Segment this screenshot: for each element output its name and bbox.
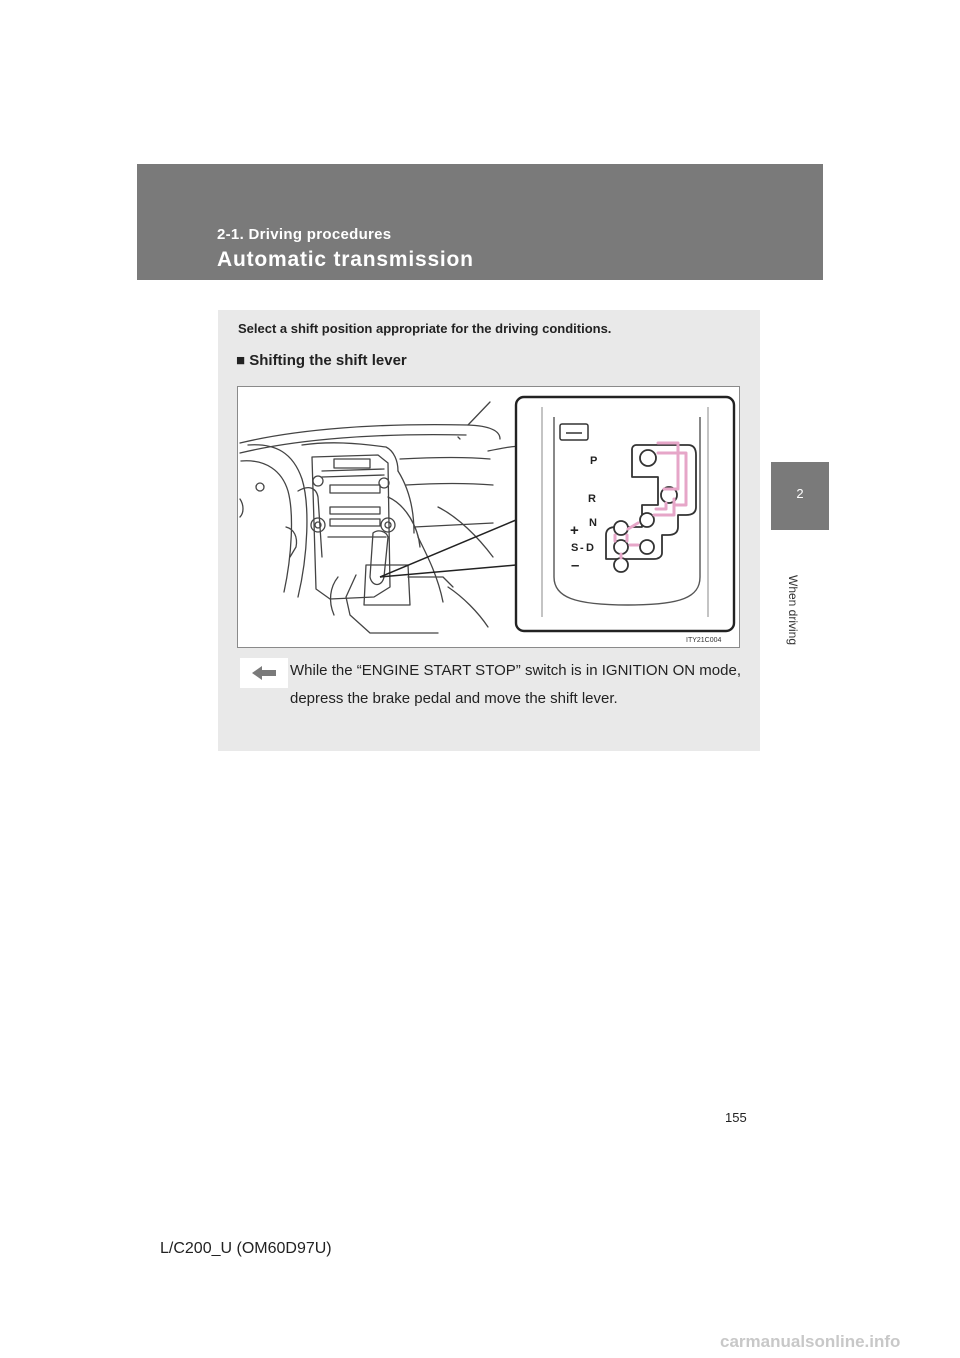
gate-label-n: N [589,517,597,529]
chapter-tab-label: When driving [786,575,800,646]
step-arrow-box [240,658,288,688]
dashboard-drawing [240,402,528,633]
gate-label-dash: - [580,542,584,554]
section-header [137,164,823,280]
subheading: ■ Shifting the shift lever [236,352,407,369]
chapter-tab [771,462,829,530]
document-code: L/C200_U (OM60D97U) [160,1240,332,1257]
illustration-code: ITY21C004 [686,637,722,644]
content-box [218,310,760,751]
gate-label-plus: + [570,522,579,539]
chapter-number: 2 [796,486,804,501]
left-arrow-icon [240,658,288,688]
page-number: 155 [725,1110,747,1125]
gate-label-minus: – [571,557,580,574]
step-text: While the “ENGINE START STOP” switch is in IGNITION ON mode, depress the brake pedal and move the shift lever. [290,662,741,707]
gate-label-s: S [571,542,579,554]
page-title: Automatic transmission [217,248,474,271]
intro-text: Select a shift position appropriate for the driving conditions. [238,321,612,336]
watermark: carmanualsonline.info [720,1332,901,1351]
gate-label-p: P [590,455,598,467]
gate-label-r: R [588,493,596,505]
callout-lines [380,520,516,577]
section-label: 2-1. Driving procedures [217,226,392,243]
illustration-svg [238,387,739,647]
gate-label-d: D [586,542,594,554]
shift-gate-panel [516,397,734,631]
shift-lever-illustration [237,386,740,648]
